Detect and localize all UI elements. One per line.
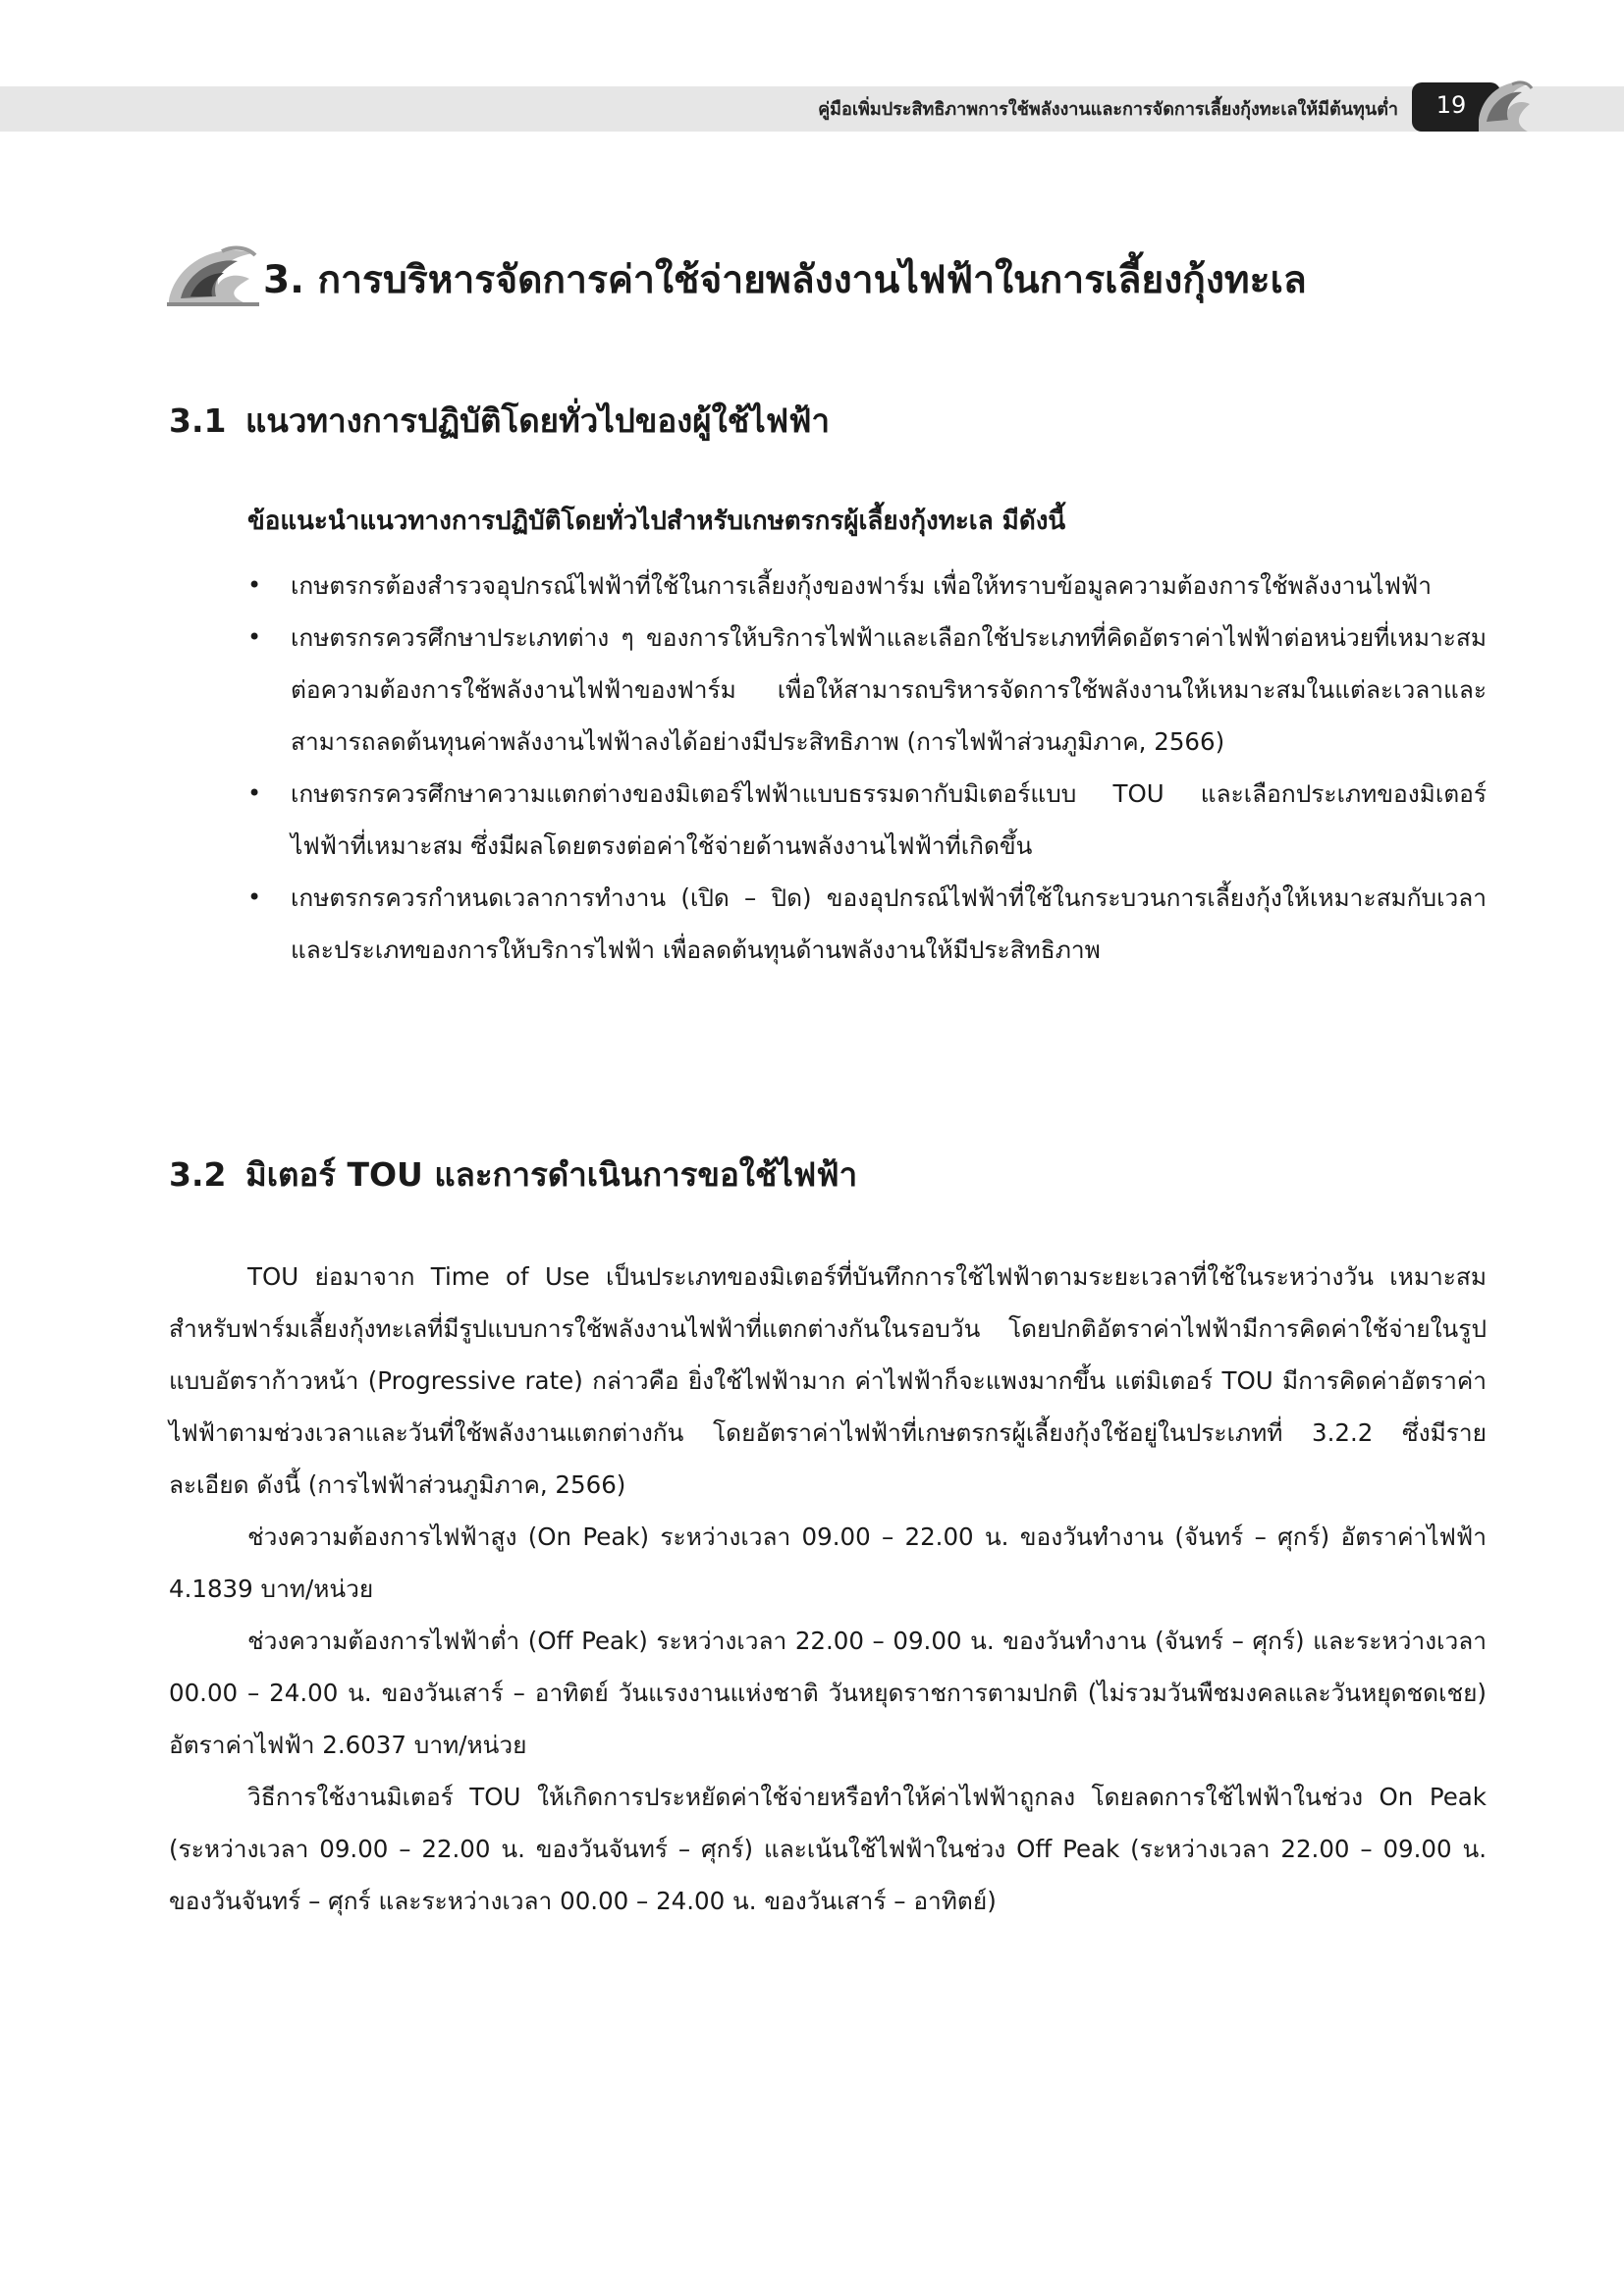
section-title: แนวทางการปฏิบัติโดยทั่วไปของผู้ใช้ไฟฟ้า [245,401,830,440]
paragraph: วิธีการใช้งานมิเตอร์ TOU ให้เกิดการประหยัดค่าใช้จ่ายหรือทำให้ค่าไฟฟ้าถูกลง โดยลดการใช้ไฟฟ้าในช่วง On Peak (ระหว่างเวลา 09.00 – 22.00 น. ของวันจันทร์ – ศุกร์) และเน้นใช้ไฟฟ้าในช่วง Off Peak (ระหว่างเวลา 22.00 – 09.00 น. ของวันจันทร์ – ศุกร์ และระหว่างเวลา 00.00 – 24.00 น. ของวันเสาร์ – อาทิตย์) [169,1783,1487,1915]
list-item-text: เกษตรกรต้องสำรวจอุปกรณ์ไฟฟ้าที่ใช้ในการเลี้ยงกุ้งของฟาร์ม เพื่อให้ทราบข้อมูลความต้องการใช้พลังงานไฟฟ้า [291,571,1433,600]
list-item-text: เกษตรกรควรศึกษาความแตกต่างของมิเตอร์ไฟฟ้าแบบธรรมดากับมิเตอร์แบบ TOU และเลือกประเภทของมิเตอร์ไฟฟ้าที่เหมาะสม ซึ่งมีผลโดยตรงต่อค่าใช้จ่ายด้านพลังงานไฟฟ้าที่เกิดขึ้น [291,779,1487,860]
wave-icon [167,240,259,308]
running-header-title: คู่มือเพิ่มประสิทธิภาพการใช้พลังงานและการจัดการเลี้ยงกุ้งทะเลให้มีต้นทุนต่ำ [818,99,1398,120]
bullet-icon: • [247,883,262,911]
paragraph: TOU ย่อมาจาก Time of Use เป็นประเภทของมิเตอร์ที่บันทึกการใช้ไฟฟ้าตามระยะเวลาที่ใช้ในระหว่างวัน เหมาะสมสำหรับฟาร์มเลี้ยงกุ้งทะเลที่มีรูปแบบการใช้พลังงานไฟฟ้าที่แตกต่างกันในรอบวัน โดยปกติอัตราค่าไฟฟ้ามีการคิดค่าใช้จ่ายในรูปแบบอัตราก้าวหน้า (Progressive rate) กล่าวคือ ยิ่งใช้ไฟฟ้ามาก ค่าไฟฟ้าก็จะแพงมากขึ้น แต่มิเตอร์ TOU มีการคิดค่าอัตราค่าไฟฟ้าตามช่วงเวลาและวันที่ใช้พลังงานแตกต่างกัน โดยอัตราค่าไฟฟ้าที่เกษตรกรผู้เลี้ยงกุ้งใช้อยู่ในประเภทที่ 3.2.2 ซึ่งมีรายละเอียด ดังนี้ (การไฟฟ้าส่วนภูมิภาค, 2566) [169,1262,1487,1499]
paragraph: ช่วงความต้องการไฟฟ้าต่ำ (Off Peak) ระหว่างเวลา 22.00 – 09.00 น. ของวันทำงาน (จันทร์ – ศุกร์) และระหว่างเวลา 00.00 – 24.00 น. ของวันเสาร์ – อาทิตย์ วันแรงงานแห่งชาติ วันหยุดราชการตามปกติ (ไม่รวมวันพืชมงคลและวันหยุดชดเชย) อัตราค่าไฟฟ้า 2.6037 บาท/หน่วย [169,1627,1487,1759]
list-item-text: เกษตรกรควรกำหนดเวลาการทำงาน (เปิด – ปิด) ของอุปกรณ์ไฟฟ้าที่ใช้ในกระบวนการเลี้ยงกุ้งให้เหมาะสมกับเวลาและประเภทของการให้บริการไฟฟ้า เพื่อลดต้นทุนด้านพลังงานให้มีประสิทธิภาพ [291,883,1487,964]
page-number: 19 [1435,91,1467,119]
list-item [247,768,1487,872]
section-title: มิเตอร์ TOU และการดำเนินการขอใช้ไฟฟ้า [245,1155,858,1194]
section-heading-3-1 [169,395,830,447]
bullet-icon: • [247,571,262,599]
subheading: ข้อแนะนำแนวทางการปฏิบัติโดยทั่วไปสำหรับเกษตรกรผู้เลี้ยงกุ้งทะเล มีดังนี้ [247,507,1066,536]
bullet-icon: • [247,779,262,807]
list-item [247,612,1487,768]
bullet-icon: • [247,623,262,651]
chapter-title: 3. การบริหารจัดการค่าใช้จ่ายพลังงานไฟฟ้าในการเลี้ยงกุ้งทะเล [263,258,1307,302]
bullet-list [247,560,1487,976]
list-item-text: เกษตรกรควรศึกษาประเภทต่าง ๆ ของการให้บริการไฟฟ้าและเลือกใช้ประเภทที่คิดอัตราค่าไฟฟ้าต่อหน่วยที่เหมาะสมต่อความต้องการใช้พลังงานไฟฟ้าของฟาร์ม เพื่อให้สามารถบริหารจัดการใช้พลังงานให้เหมาะสมในแต่ละเวลาและสามารถลดต้นทุนค่าพลังงานไฟฟ้าลงได้อย่างมีประสิทธิภาพ (การไฟฟ้าส่วนภูมิภาค, 2566) [291,623,1487,756]
section-number: 3.2 [169,1155,227,1194]
list-item [247,872,1487,976]
paragraph: ช่วงความต้องการไฟฟ้าสูง (On Peak) ระหว่างเวลา 09.00 – 22.00 น. ของวันทำงาน (จันทร์ – ศุกร์) อัตราค่าไฟฟ้า 4.1839 บาท/หน่วย [169,1522,1487,1603]
list-item [247,560,1487,612]
body-text [169,1251,1487,1927]
section-heading-3-2 [169,1148,857,1201]
section-number: 3.1 [169,401,227,440]
wave-icon [1473,71,1534,139]
